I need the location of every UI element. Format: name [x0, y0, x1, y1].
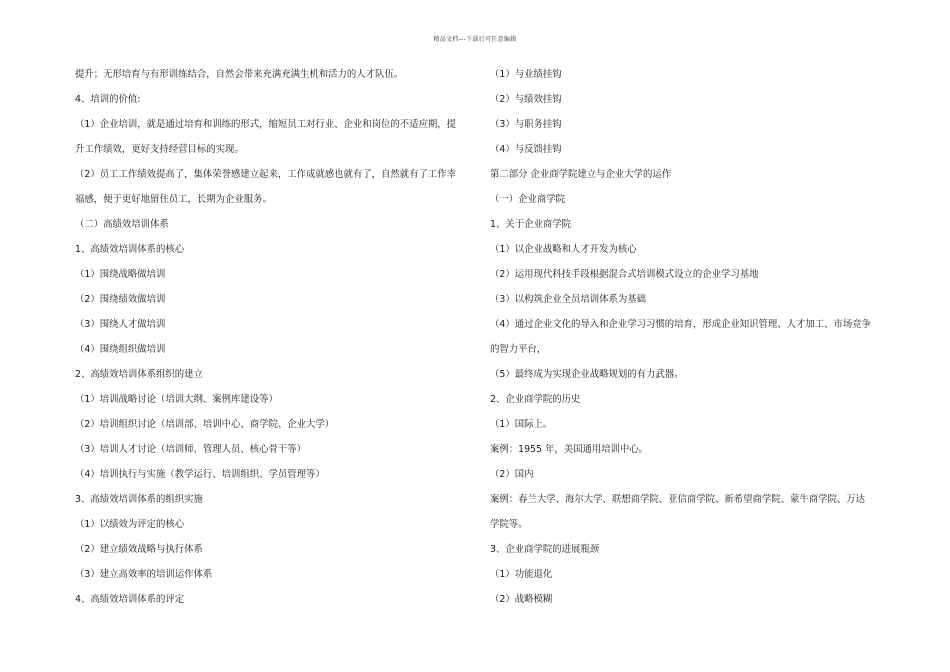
text-line: （1）培训战略讨论（培训大纲、案例库建设等）: [75, 394, 278, 405]
text-line: 4、高绩效培训体系的评定: [75, 594, 185, 605]
text-line: 1、关于企业商学院: [490, 219, 571, 230]
text-line: （2）员工工作绩效提高了，集体荣誉感建立起来，工作成就感也就有了，自然就有了工作幸: [75, 169, 456, 180]
text-line: （1）国际上。: [490, 419, 553, 430]
text-line: （1）以绩效为评定的核心: [75, 519, 185, 530]
text-line: （2）与绩效挂钩: [490, 94, 562, 105]
text-line: 学院等。: [490, 519, 528, 530]
text-line: （1）功能退化: [490, 569, 553, 580]
text-line: （2）围绕绩效做培训: [75, 294, 166, 305]
text-line: （2）培训组织讨论（培训部、培训中心、商学院、企业大学）: [75, 419, 335, 430]
text-line: 案例：1955 年，美国通用培训中心。: [490, 444, 649, 455]
text-line: 2、高绩效培训体系组织的建立: [75, 369, 203, 380]
text-line: 4、培训的价值:: [75, 94, 141, 105]
text-line: 升工作绩效，更好支持经营目标的实现。: [75, 144, 244, 155]
text-line: （2）国内: [490, 469, 534, 480]
text-line: 提升；无形培育与有形训练结合，自然会带来充满充满生机和活力的人才队伍。: [75, 69, 404, 80]
text-line: （2）建立绩效战略与执行体系: [75, 544, 203, 555]
text-line: 第二部分 企业商学院建立与企业大学的运作: [490, 169, 672, 180]
text-line: 2、企业商学院的历史: [490, 394, 581, 405]
text-line: （1）以企业战略和人才开发为核心: [490, 244, 637, 255]
text-line: （3）与职务挂钩: [490, 119, 562, 130]
text-line: （一）企业商学院: [490, 194, 566, 205]
text-line: 的智力平台，: [490, 344, 547, 355]
text-line: （1）围绕战略做培训: [75, 269, 166, 280]
text-line: （二）高绩效培训体系: [75, 219, 169, 230]
text-line: （4）围绕组织做培训: [75, 344, 166, 355]
text-line: （4）培训执行与实施（教学运行、培训组织、学员管理等）: [75, 469, 325, 480]
left-column: [75, 69, 470, 619]
text-line: （4）与反馈挂钩: [490, 144, 562, 155]
text-line: （1）与业绩挂钩: [490, 69, 562, 80]
text-line: （3）建立高效率的培训运作体系: [75, 569, 213, 580]
text-line: （4）通过企业文化的导入和企业学习习惯的培育，形成企业知识管理、人才加工、市场竞争: [490, 319, 871, 330]
text-line: （3）培训人才讨论（培训师、管理人员、核心骨干等）: [75, 444, 306, 455]
text-line: 3、高绩效培训体系的组织实施: [75, 494, 203, 505]
text-line: 案例：春兰大学、海尔大学、联想商学院、亚信商学院、新希望商学院、蒙牛商学院、万达: [490, 494, 866, 505]
right-column: [490, 69, 890, 619]
text-line: （3）围绕人才做培训: [75, 319, 166, 330]
page-header: 精品文档---下载后可任意编辑: [433, 36, 517, 43]
text-line: （3）以构筑企业全员培训体系为基础: [490, 294, 646, 305]
text-line: （2）运用现代科技手段根据混合式培训模式设立的企业学习基地: [490, 269, 759, 280]
text-line: （2）战略模糊: [490, 594, 553, 605]
text-line: 3、企业商学院的进展瓶颈: [490, 544, 600, 555]
text-line: 福感，便于更好地留住员工，长期为企业服务。: [75, 194, 272, 205]
text-line: （1）企业培训，就是通过培育和训练的形式，缩短员工对行业、企业和岗位的不适应期，提: [75, 119, 456, 130]
text-line: 1、高绩效培训体系的核心: [75, 244, 185, 255]
text-line: （5）最终成为实现企业战略规划的有力武器。: [490, 369, 684, 380]
